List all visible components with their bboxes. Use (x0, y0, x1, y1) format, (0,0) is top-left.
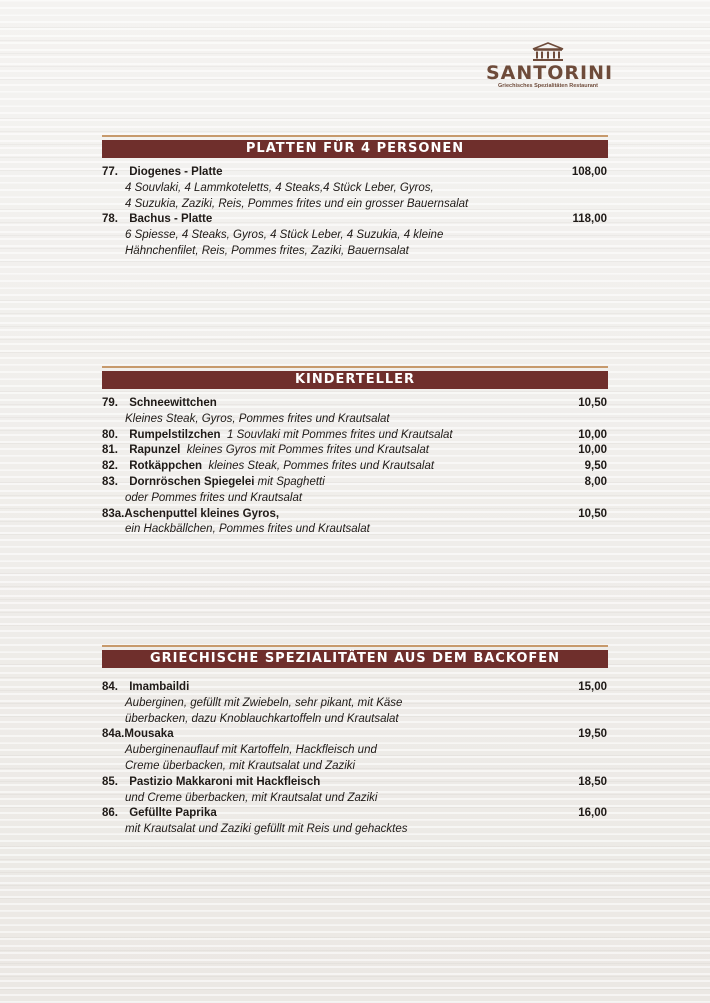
menu-item (102, 680, 608, 727)
item-price: 108,00 (571, 166, 607, 178)
item-number: 86. (102, 807, 118, 820)
item-number: 82. (102, 460, 118, 473)
section-backofen (102, 645, 608, 838)
banner-divider (102, 135, 608, 137)
item-price: 16,00 (578, 807, 607, 820)
item-name: Rumpelstilzchen (129, 428, 221, 441)
menu-list (102, 165, 608, 260)
item-price: 18,50 (578, 775, 607, 788)
item-inline-description: mit Spaghetti (257, 475, 325, 488)
temple-icon (486, 42, 610, 62)
menu-item (102, 727, 608, 774)
section-title: PLATTEN FÜR 4 PERSONEN (102, 140, 608, 158)
item-name: Diogenes - Platte (129, 166, 223, 178)
menu-item (102, 212, 608, 259)
menu-item (102, 396, 608, 428)
logo-subtitle: Griechisches Spezialitäten Restaurant (498, 83, 598, 89)
item-name: Pastizio Makkaroni mit Hackfleisch (129, 775, 321, 788)
item-description: Creme überbacken, mit Krautsalat und Zaziki (125, 759, 356, 772)
menu-item (102, 165, 608, 212)
banner-divider (102, 645, 608, 647)
item-number: 83. (102, 475, 118, 488)
item-description: Kleines Steak, Gyros, Pommes frites und Krautsalat (125, 412, 390, 425)
item-number: 78. (102, 213, 118, 226)
item-price: 9,50 (584, 460, 607, 473)
item-price: 8,00 (584, 475, 607, 488)
restaurant-logo (486, 42, 614, 90)
section-title: KINDERTELLER (102, 371, 608, 389)
item-description: mit Krautsalat und Zaziki gefüllt mit Reis und gehacktes (125, 823, 408, 836)
item-description: und Creme überbacken, mit Krautsalat und Zaziki (125, 791, 378, 804)
item-name: Rotkäppchen (129, 460, 203, 473)
menu-item (102, 806, 608, 838)
section-platten (102, 135, 608, 260)
item-price: 10,00 (578, 444, 607, 457)
item-number: 81. (102, 444, 118, 457)
item-number: 77. (102, 166, 118, 178)
item-inline-description: kleines Gyros mit Pommes frites und Krautsalat (186, 444, 429, 457)
banner-divider (102, 366, 608, 368)
menu-item (102, 443, 608, 459)
item-price: 15,00 (578, 681, 607, 693)
item-name: Aschenputtel kleines Gyros, (124, 507, 280, 520)
item-inline-description: kleines Steak, Pommes frites und Krautsalat (208, 460, 435, 473)
menu-item (102, 507, 608, 539)
item-description: Hähnchenfilet, Reis, Pommes frites, Zaziki, Bauernsalat (125, 244, 409, 257)
item-number: 84a. (102, 728, 125, 741)
logo-name: SANTORINI (486, 62, 614, 84)
item-description: 4 Suzukia, Zaziki, Reis, Pommes frites und ein grosser Bauernsalat (125, 197, 469, 210)
item-description: ein Hackbällchen, Pommes frites und Krautsalat (125, 523, 370, 536)
menu-item (102, 428, 608, 444)
menu-item (102, 775, 608, 807)
item-name: Bachus - Platte (129, 213, 213, 226)
item-number: 84. (102, 681, 118, 693)
item-name: Mousaka (124, 728, 174, 741)
item-description: Auberginenauflauf mit Kartoffeln, Hackfleisch und (125, 744, 377, 757)
item-name: Dornröschen Spiegelei (129, 475, 255, 488)
item-name: Gefüllte Paprika (129, 807, 217, 820)
menu-item (102, 475, 608, 507)
item-number: 79. (102, 397, 118, 409)
item-price: 19,50 (578, 728, 607, 741)
section-kinderteller (102, 366, 608, 538)
menu-list (102, 396, 608, 538)
item-inline-description: 1 Souvlaki mit Pommes frites und Krautsalat (226, 428, 453, 441)
item-number: 83a. (102, 507, 125, 520)
item-price: 118,00 (572, 213, 607, 226)
item-description: 4 Souvlaki, 4 Lammkoteletts, 4 Steaks,4 Stück Leber, Gyros, (125, 181, 434, 194)
menu-item (102, 459, 608, 475)
item-name: Rapunzel (129, 444, 181, 457)
item-description: 6 Spiesse, 4 Steaks, Gyros, 4 Stück Leber, 4 Suzukia, 4 kleine (125, 229, 444, 242)
item-description: oder Pommes frites und Krautsalat (125, 491, 303, 504)
item-price: 10,50 (578, 397, 607, 409)
item-price: 10,00 (578, 428, 607, 441)
section-title: GRIECHISCHE SPEZIALITÄTEN AUS DEM BACKOFEN (102, 650, 608, 668)
item-name: Schneewittchen (129, 397, 217, 409)
item-number: 85. (102, 775, 118, 788)
item-description: Auberginen, gefüllt mit Zwiebeln, sehr pikant, mit Käse (125, 696, 403, 709)
item-description: überbacken, dazu Knoblauchkartoffeln und Krautsalat (125, 712, 399, 725)
item-price: 10,50 (578, 507, 607, 520)
item-number: 80. (102, 428, 118, 441)
item-name: Imambaildi (129, 681, 190, 693)
menu-list (102, 680, 608, 838)
